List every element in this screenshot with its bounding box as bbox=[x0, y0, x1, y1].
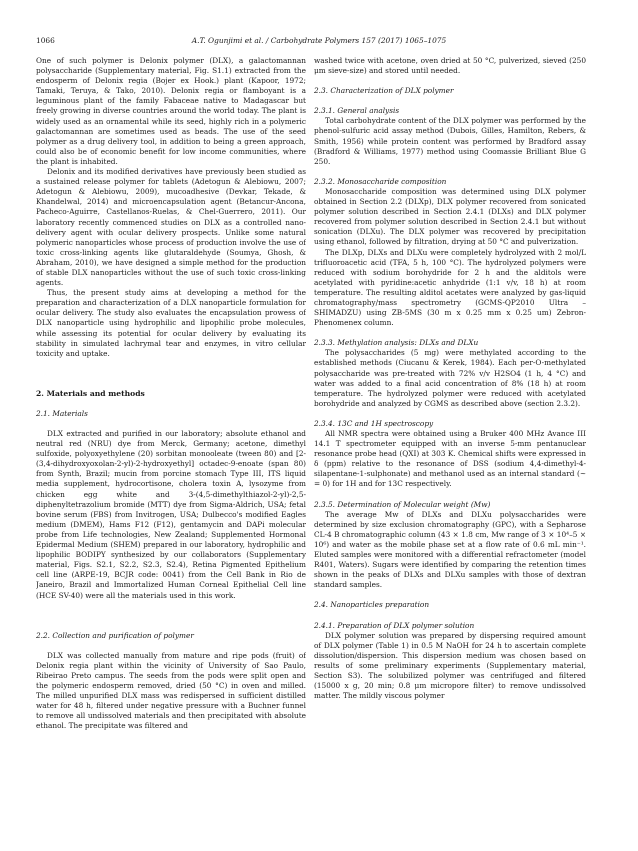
paragraph: Delonix and its modified derivatives have previously been studied as a sustained release polymer for tablets (Adetogun & Alebiowu, 2007; Adetogun & Alebiowu, 2009), mucoadhesive (Devkar, Tekade, & Khandelwal, 2014) and microencapsulation agent (Betancur-Ancona, Pacheco-Aguirre, Castellanos-Ruelas, & Chel-Guerrero, 2011). Our laboratory recently commenced studies on DLX as a controlled nano-delivery agent with ocular delivery prospects. Unlike some natural polymeric nanoparticles whose process of production involve the use of toxic cross-linking agents like glutaraldehyde (Soumya, Ghosh, & Abraham, 2010), we have designed a simple method for the production of stable DLX nanoparticles without the use of such toxic cross-linking agents. bbox=[36, 167, 306, 288]
paragraph: One of such polymer is Delonix polymer (DLX), a galactomannan polysaccharide (Supplementary material, Fig. S1.1) extracted from the endosperm of Delonix regia (Bojer ex Hook.) plant (Kapoor, 1972; Tamaki, Teruya, & Tako, 2010). Delonix regia or flamboyant is a leguminous plant of the family Fabaceae native to Madagascar but freely growing in diverse countries around the world today. The plant is widely used as an ornamental while its seed, highly rich in a polymeric galactomannan are sometimes used as beads. The use of the seed polymer as a drug delivery tool, in addition to being a green approach, could also be of economic benefit for low income communities, where the plant is inhabited. bbox=[36, 56, 306, 166]
subsubsection-heading: 2.4.1. Preparation of DLX polymer solution bbox=[314, 620, 475, 630]
paragraph: Thus, the present study aims at developing a method for the preparation and characterization of a DLX nanoparticle formulation for ocular delivery. The study also evaluates the encapsulation prowess of DLX nanoparticle using hydrophilic and lipophilic probe molecules, while assessing its potential for ocular delivery by evaluating its stability in simulated lachrymal tear and enzymes, in vitro cellular toxicity and uptake. bbox=[36, 288, 306, 358]
subsubsection-heading: 2.3.3. Methylation analysis: DLXs and DLXu bbox=[314, 338, 479, 348]
section-heading: 2. Materials and methods bbox=[36, 388, 145, 398]
subsubsection-heading: 2.3.1. General analysis bbox=[314, 106, 400, 116]
subsection-heading: 2.3. Characterization of DLX polymer bbox=[314, 86, 454, 96]
paragraph: All NMR spectra were obtained using a Bruker 400 MHz Avance III 14.1 T spectrometer equipped with an inverse 5-mm pentanuclear resonance probe head (QXI) at 303 K. Chemical shifts were expressed in δ (ppm) relative to the resonance of DSS (sodium 4,4-dimethyl-4-silapentane-1-sulphonate) and methanol used as an internal standard (~ = 0) for 1H and for 13C respectively. bbox=[314, 429, 586, 489]
subsection-heading: 2.4. Nanoparticles preparation bbox=[314, 600, 430, 610]
page-number: 1066 bbox=[36, 36, 55, 45]
right-column bbox=[314, 56, 586, 836]
paragraph: The average Mw of DLXs and DLXu polysaccharides were determined by size exclusion chromatography (GPC), with a Sepharose CL-4 B chromatographic column (43 × 1.8 cm, Mw range of 3 × 10⁴–5 × 10⁶) and water as the mobile phase set at a flow rate of 0.6 mL min⁻¹. Eluted samples were monitored with a differential refractometer (model R401, Waters). Sugars were identified by comparing the retention times shown in the peaks of DLXs and DLXu samples with those of dextran standard samples. bbox=[314, 509, 586, 590]
paragraph: DLX was collected manually from mature and ripe pods (fruit) of Delonix regia plant within the vicinity of University of Sao Paulo, Ribeirao Preto campus. The seeds from the pods were split open and the polymeric endosperm removed, dried (50 °C) in oven and milled. The milled unpurified DLX mass was redispersed in sufficient distilled water for 48 h, filtered under negative pressure with a Buchner funnel to remove all undissolved materials and then precipitated with absolute ethanol. The precipitate was filtered and bbox=[36, 650, 306, 731]
subsubsection-heading: 2.3.2. Monosaccharide composition bbox=[314, 176, 447, 186]
paragraph: Monosaccharide composition was determined using DLX polymer obtained in Section 2.2 (DLXp), DLX polymer recovered from sonicated polymer solution described in Section 2.4.1 (DLXs) and DLX polymer recovered from polymer solution described in Section 2.4.1 but without sonication (DLXu). The DLX polymer was recovered by precipitation using ethanol, followed by filtration, drying at 50 °C and pulverization. bbox=[314, 186, 586, 247]
paragraph: DLX extracted and purified in our laboratory; absolute ethanol and neutral red (NRU) dye from Merck, Germany; acetone, dimethyl sulfoxide, polyoxyethylene (20) sorbitan monooleate (tween 80) and [2-(3,4-dihydroxyoxolan-2-yl)-2-hydroxyethyl] octadec-9-enoate (span 80) from Synth, Brazil; mucin from porcine stomach Type III, ITS liquid media supplement, hydrocortisone, cholera toxin A, lysozyme from chicken egg white and 3-(4,5-dimethylthiazol-2-yl)-2,5-diphenyltetrazolium bromide (MTT) dye from Sigma-Aldrich, USA; fetal bovine serum (FBS) from Invitrogen, USA; Dulbecco's modified Eagles medium (DMEM), Hams F12 (F12), gentamycin and DAPi molecular probe from Life technologies, New Zealand; Supplemented Hormonal Epidermal Medium (SHEM) prepared in our laboratory, hydrophilic and lipophilic BODIPY synthesized by our collaborators (Supplementary material, Figs. S2.1, S2.2, S2.3, S2.4), Retina Pigmented Epithelium cell line (ARPE-19, BCJR code: 0041) from the Cell Bank in Rio de Janeiro, Brazil and Immortalized Human Corneal Epithelial Cell line (HCE SV-40) were all the materials used in this work. bbox=[36, 429, 306, 600]
subsubsection-heading: 2.3.4. 13C and 1H spectroscopy bbox=[314, 418, 434, 428]
page-header bbox=[36, 36, 602, 48]
paragraph: The polysaccharides (5 mg) were methylated according to the established methods (Ciucanu & Kerek, 1984). Each per-O-methylated polysaccharide was pre-treated with 72% v/v H2SO4 (1 h, 4 °C) and water was added to a final acid concentration of 8% (18 h) at room temperature. The hydrolyzed polymer were reduced with acetylated borohydride and analyzed by CGMS as described above (section 2.3.2). bbox=[314, 348, 586, 408]
paragraph: washed twice with acetone, oven dried at 50 °C, pulverized, sieved (250 μm sieve-size) and stored until needed. bbox=[314, 56, 586, 76]
paragraph: Total carbohydrate content of the DLX polymer was performed by the phenol-sulfuric acid assay method (Dubois, Gilles, Hamilton, Rebers, & Smith, 1956) while protein content was performed by Bradford assay (Bradford & Williams, 1977) method using Coomassie Brilliant Blue G 250. bbox=[314, 116, 586, 166]
subsection-heading: 2.1. Materials bbox=[36, 408, 88, 418]
subsection-heading: 2.2. Collection and purification of polymer bbox=[36, 630, 194, 640]
left-column bbox=[36, 56, 306, 836]
running-title: A.T. Ogunjimi et al. / Carbohydrate Polymers 157 (2017) 1065–1075 bbox=[191, 36, 447, 45]
paragraph: DLX polymer solution was prepared by dispersing required amount of DLX polymer (Table 1) in 0.5 M NaOH for 24 h to ascertain complete dissolution/dispersion. This dispersion medium was chosen based on results of some preliminary experiments (Supplementary material, Section S3). The solubilized polymer was centrifuged and filtered (15000 x g, 20 min; 0.8 μm micropore filter) to remove undissolved matter. The mildly viscous polymer bbox=[314, 630, 586, 701]
paragraph: The DLXp, DLXs and DLXu were completely hydrolyzed with 2 mol/L trifluoroacetic acid (TFA, 5 h, 100 °C). The hydrolyzed polymers were reduced with sodium borohydride for 2 h and the alditols were acetylated with pyridine:acetic anhydride (1:1 v/v, 18 h) at room temperature. The resulting alditol acetates were analyzed by gas-liquid chromatography/mass spectrometry (GCMS-QP2010 Ultra – SHIMADZU) using ZB-5MS (30 m x 0.25 mm x 0.25 um) Zebron-Phenomenex column. bbox=[314, 247, 586, 328]
subsubsection-heading: 2.3.5. Determination of Molecular weight (Mw) bbox=[314, 499, 491, 509]
